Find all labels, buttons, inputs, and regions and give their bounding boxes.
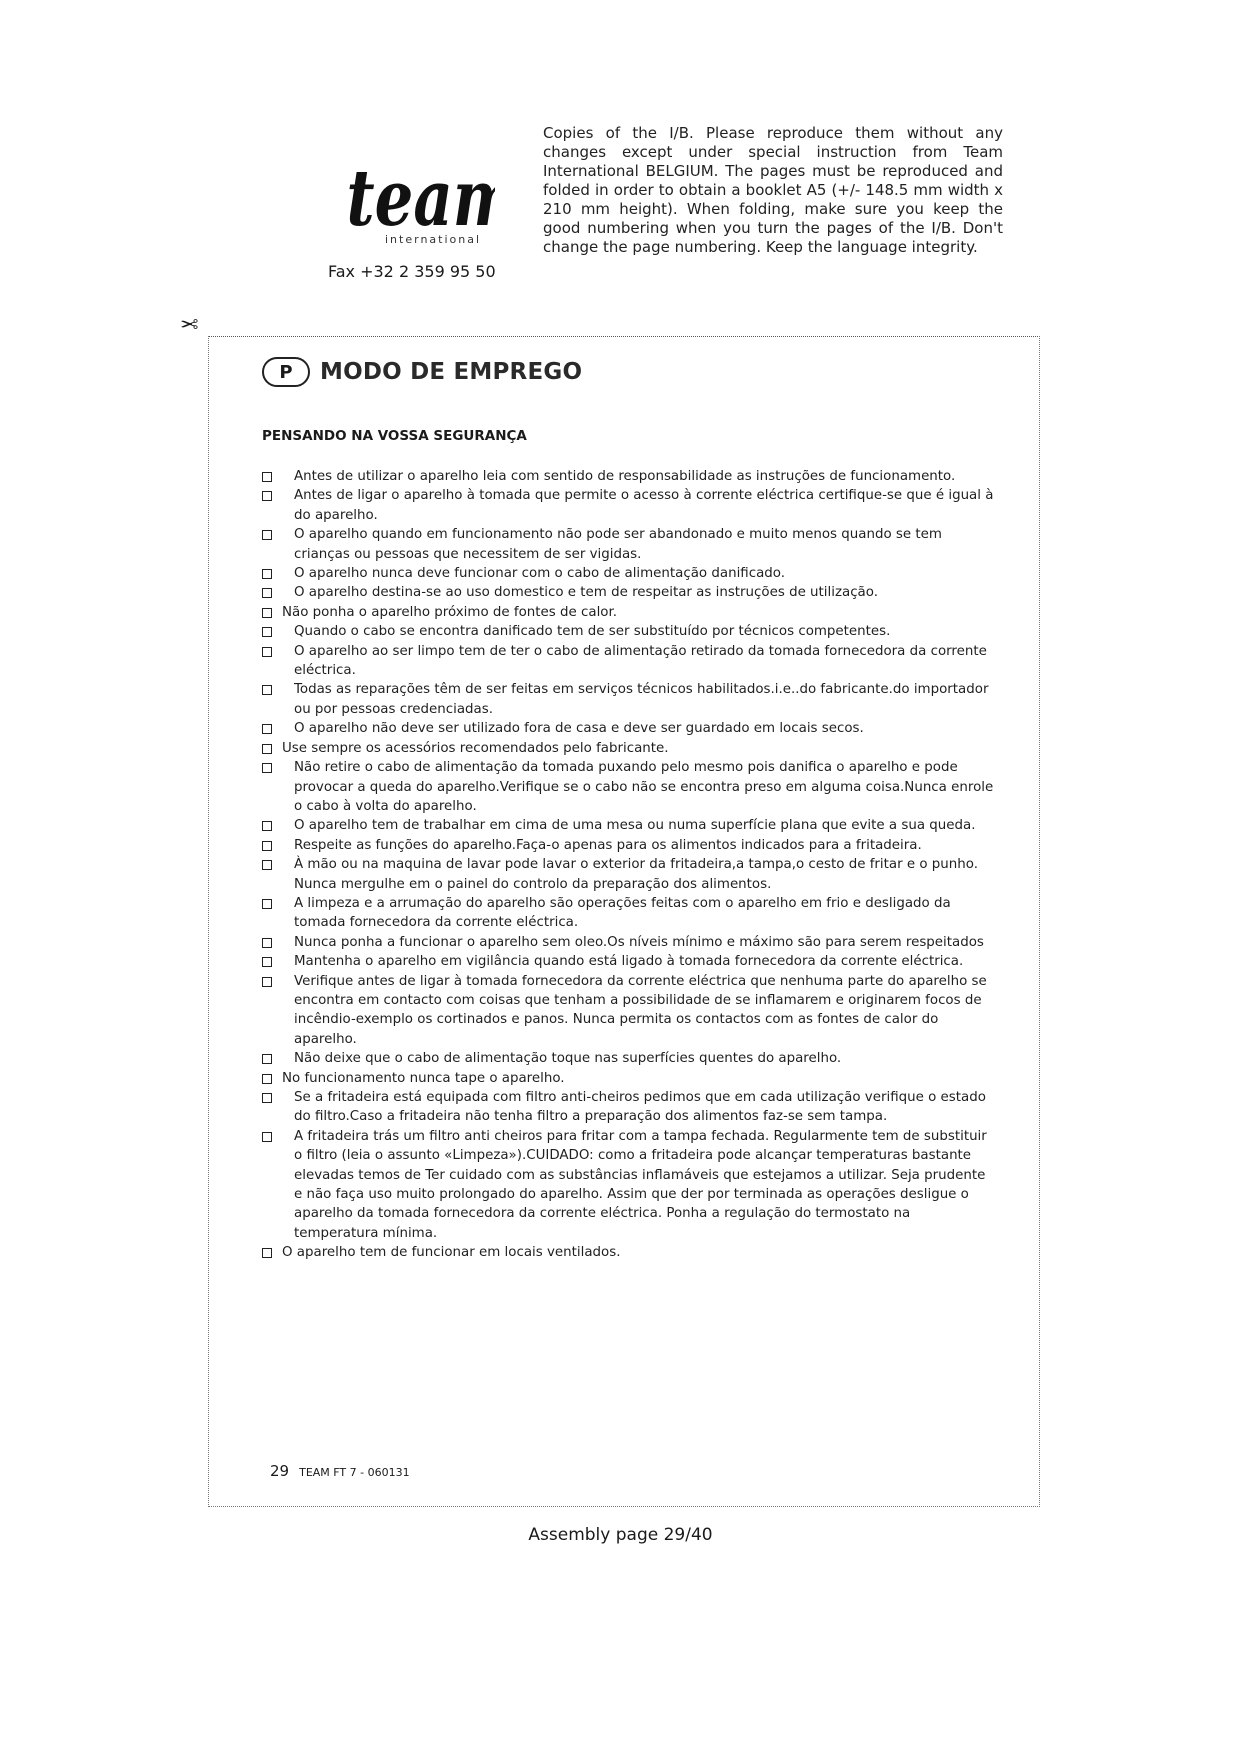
model-code: TEAM FT 7 - 060131 (299, 1466, 410, 1479)
safety-list (262, 467, 994, 1263)
list-item: Nunca ponha a funcionar o aparelho sem oleo.Os níveis mínimo e máximo são para serem respeitados (262, 933, 994, 952)
list-item: Use sempre os acessórios recomendados pelo fabricante. (262, 739, 994, 758)
language-badge: P (262, 357, 310, 387)
list-item: Não deixe que o cabo de alimentação toque nas superfícies quentes do aparelho. (262, 1049, 994, 1068)
reproduction-notice: Copies of the I/B. Please reproduce them without any changes except under special instruction from Team International BELGIUM. The pages must be reproduced and folded in order to obtain a booklet A5 (+/- 148.5 mm width x 210 mm height). When folding, make sure you keep the good numbering when you turn the pages of the I/B. Don't change the page numbering. Keep the language integrity. (543, 124, 1003, 256)
list-item: O aparelho destina-se ao uso domestico e tem de respeitar as instruções de utilização. (262, 583, 994, 602)
list-item: Todas as reparações têm de ser feitas em serviços técnicos habilitados.i.e..do fabricante.do importador ou por pessoas credenciadas. (262, 680, 994, 719)
team-logo (345, 135, 495, 250)
list-item: O aparelho não deve ser utilizado fora de casa e deve ser guardado em locais secos. (262, 719, 994, 738)
page-footer (270, 1462, 410, 1480)
list-item: Não ponha o aparelho próximo de fontes de calor. (262, 603, 994, 622)
scissors-icon: ✂ (180, 310, 199, 335)
list-item: No funcionamento nunca tape o aparelho. (262, 1069, 994, 1088)
list-item: Antes de ligar o aparelho à tomada que permite o acesso à corrente eléctrica certifique-se que é igual à do aparelho. (262, 486, 994, 525)
list-item: O aparelho tem de funcionar em locais ventilados. (262, 1243, 994, 1262)
fax-number: Fax +32 2 359 95 50 (328, 262, 496, 281)
page-title: MODO DE EMPREGO (320, 359, 583, 385)
list-item: Verifique antes de ligar à tomada fornecedora da corrente eléctrica que nenhuma parte do aparelho se encontra em contacto com coisas que tenham a possibilidade de se inflamarem e originarem focos de incêndio-exemplo os cortinados e panos. Nunca permita os contactos com as fontes de calor do aparelho. (262, 972, 994, 1050)
list-item: Quando o cabo se encontra danificado tem de ser substituído por técnicos competentes. (262, 622, 994, 641)
list-item: A limpeza e a arrumação do aparelho são operações feitas com o aparelho em frio e desligado da tomada fornecedora da corrente eléctrica. (262, 894, 994, 933)
list-item: Mantenha o aparelho em vigilância quando está ligado à tomada fornecedora da corrente eléctrica. (262, 952, 994, 971)
logo-subtitle: international (385, 233, 482, 246)
list-item: O aparelho ao ser limpo tem de ter o cabo de alimentação retirado da tomada fornecedora da corrente eléctrica. (262, 642, 994, 681)
section-heading (262, 357, 582, 387)
list-item: Se a fritadeira está equipada com filtro anti-cheiros pedimos que em cada utilização verifique o estado do filtro.Caso a fritadeira não tenha filtro a preparação dos alimentos faz-se sem tampa. (262, 1088, 994, 1127)
assembly-page: Assembly page 29/40 (528, 1525, 713, 1545)
list-item: Não retire o cabo de alimentação da tomada puxando pelo mesmo pois danifica o aparelho e pode provocar a queda do aparelho.Verifique se o cabo não se encontra preso em alguma coisa.Nunca enrole o cabo à volta do aparelho. (262, 758, 994, 816)
logo-word: tea (346, 152, 453, 244)
page-number: 29 (270, 1462, 290, 1480)
list-item: Antes de utilizar o aparelho leia com sentido de responsabilidade as instruções de funcionamento. (262, 467, 994, 486)
section-subtitle: PENSANDO NA VOSSA SEGURANÇA (262, 428, 527, 444)
list-item: O aparelho nunca deve funcionar com o cabo de alimentação danificado. (262, 564, 994, 583)
list-item: À mão ou na maquina de lavar pode lavar o exterior da fritadeira,a tampa,o cesto de fritar e o punho. Nunca mergulhe em o painel do controlo da preparação dos alimentos. (262, 855, 994, 894)
list-item: O aparelho tem de trabalhar em cima de uma mesa ou numa superfície plana que evite a sua queda. (262, 816, 994, 835)
list-item: A fritadeira trás um filtro anti cheiros para fritar com a tampa fechada. Regularmente tem de substituir o filtro (leia o assunto «Limpeza»).CUIDADO: como a fritadeira pode alcançar temperaturas bastante elevadas temos de Ter cuidado com as substâncias inflamáveis que estejamos a utilizar. Seja prudente e não faça uso muito prolongado do aparelho. Assim que der por terminada as operações desligue o aparelho da tomada fornecedora da corrente eléctrica. Ponha a regulação do termostato na temperatura mínima. (262, 1127, 994, 1243)
list-item: O aparelho quando em funcionamento não pode ser abandonado e muito menos quando se tem crianças ou pessoas que necessitem de ser vigidas. (262, 525, 994, 564)
list-item: Respeite as funções do aparelho.Faça-o apenas para os alimentos indicados para a fritadeira. (262, 836, 994, 855)
